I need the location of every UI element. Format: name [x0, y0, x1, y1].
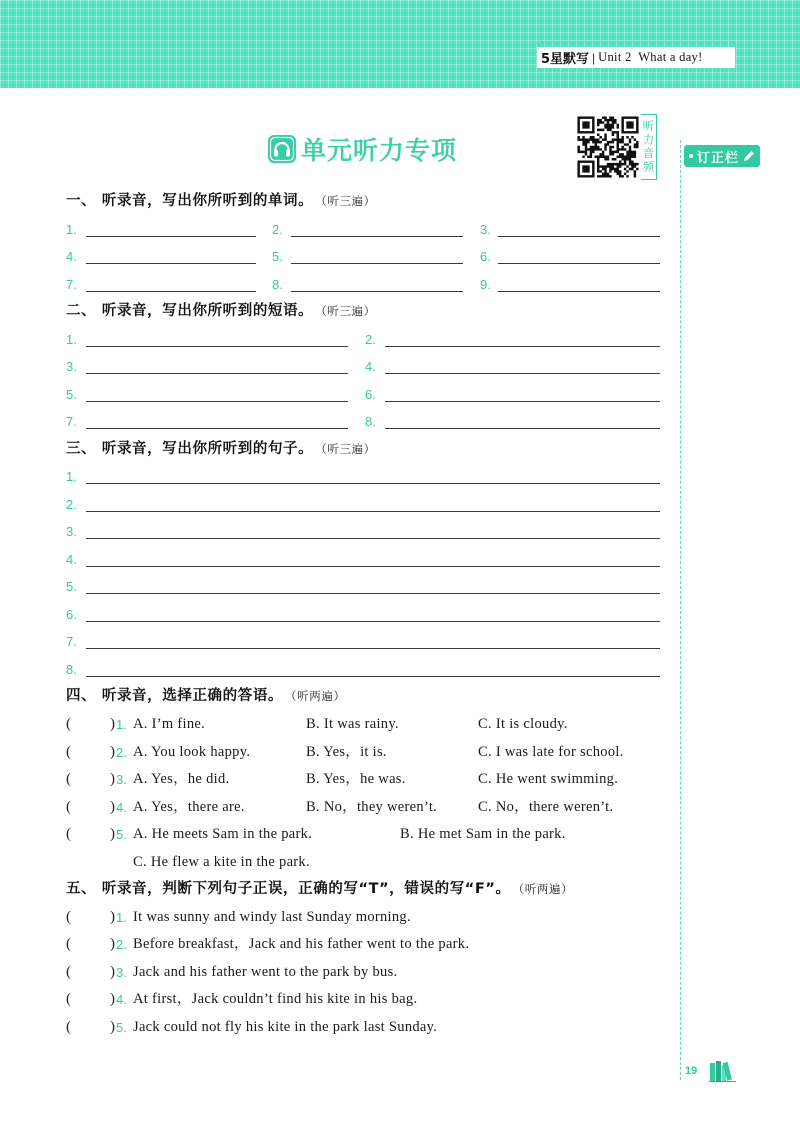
answer-slot[interactable]	[72, 908, 108, 928]
correction-column-label	[684, 145, 760, 167]
sentence-answer-line[interactable]	[86, 552, 660, 567]
section-heading-text: 三、 听录音，写出你所听到的句子。	[66, 440, 314, 457]
option-c: C. I was late for school.	[478, 743, 624, 760]
statement-number: 1.	[116, 909, 127, 925]
section-heading	[66, 436, 376, 464]
option-b: B. He met Sam in the park.	[400, 826, 566, 843]
answer-bracket-close: )	[110, 826, 115, 843]
item-number: 4.	[66, 249, 77, 265]
phrase-answer-line[interactable]	[385, 359, 660, 374]
choice-question	[66, 739, 660, 767]
option-b: B. No，they weren’t.	[306, 798, 438, 815]
item-number: 7.	[66, 414, 77, 430]
option-c: C. He flew a kite in the park.	[133, 853, 310, 870]
answer-bracket-open: (	[66, 743, 71, 760]
option-b: B. It was rainy.	[306, 715, 399, 732]
section-3-heading-row	[66, 436, 660, 464]
answer-bracket-close: )	[110, 936, 115, 953]
item-number: 5.	[66, 579, 77, 595]
page-title-text: 单元听力专项	[301, 136, 458, 165]
answer-bracket-open: (	[66, 798, 71, 815]
true-false-statement	[66, 959, 660, 987]
section-heading	[66, 683, 346, 711]
correction-column-text: 订正栏	[697, 150, 740, 166]
answer-bracket-open: (	[66, 826, 71, 843]
statement-number: 3.	[116, 964, 127, 980]
section-1-heading-row	[66, 188, 660, 216]
choice-question	[66, 711, 660, 739]
page-title	[268, 134, 457, 164]
choice-question	[66, 794, 660, 822]
choice-question-continued	[66, 849, 660, 877]
option-a: A. He meets Sam in the park.	[133, 826, 313, 843]
answer-bracket-open: (	[66, 1018, 71, 1035]
item-number: 5.	[272, 249, 283, 265]
sentence-answer-line[interactable]	[86, 579, 660, 594]
item-number: 3.	[66, 524, 77, 540]
option-c: C. It is cloudy.	[478, 715, 568, 732]
section-5-heading-row	[66, 876, 660, 904]
phrase-answer-line[interactable]	[385, 414, 660, 429]
item-number: 1.	[66, 469, 77, 485]
section-heading-text: 五、 听录音，判断下列句子正误，正确的写“T”，错误的写“F”。	[66, 881, 511, 898]
statement-text: At first，Jack couldn’t find his kite in his bag.	[133, 991, 418, 1008]
answer-slot[interactable]	[72, 825, 108, 845]
answer-bracket-close: )	[110, 771, 115, 788]
sentence-answer-line[interactable]	[86, 497, 660, 512]
sentence-answer-line[interactable]	[86, 607, 660, 622]
item-number: 4.	[66, 551, 77, 567]
true-false-statement	[66, 904, 660, 932]
section-heading	[66, 876, 573, 904]
answer-bracket-open: (	[66, 771, 71, 788]
item-number: 4.	[365, 359, 376, 375]
item-number: 8.	[365, 414, 376, 430]
word-answer-line[interactable]	[86, 277, 256, 292]
books-icon	[709, 1058, 737, 1082]
option-a: A. Yes，he did.	[133, 771, 230, 788]
phrase-row	[66, 353, 660, 381]
phrase-answer-line[interactable]	[385, 332, 660, 347]
question-number: 1.	[116, 716, 127, 732]
item-number: 1.	[66, 221, 77, 237]
item-number: 1.	[66, 331, 77, 347]
word-answer-line[interactable]	[291, 222, 463, 237]
sentence-row	[66, 518, 660, 546]
word-row	[66, 243, 660, 271]
statement-text: Jack and his father went to the park by bus.	[133, 963, 398, 980]
section-heading-note: （听三遍）	[315, 441, 376, 456]
question-number: 3.	[116, 772, 127, 788]
choice-question	[66, 766, 660, 794]
question-number: 5.	[116, 827, 127, 843]
phrase-row	[66, 381, 660, 409]
statement-number: 5.	[116, 1019, 127, 1035]
option-c: C. No，there weren’t.	[478, 798, 614, 815]
answer-bracket-open: (	[66, 908, 71, 925]
statement-text: It was sunny and windy last Sunday morning.	[133, 908, 411, 925]
option-c: C. He went swimming.	[478, 771, 619, 788]
question-number: 2.	[116, 744, 127, 760]
answer-bracket-close: )	[110, 963, 115, 980]
option-b: B. Yes，it is.	[306, 743, 387, 760]
answer-bracket-close: )	[110, 798, 115, 815]
item-number: 7.	[66, 276, 77, 292]
answer-slot[interactable]	[72, 798, 108, 818]
statement-text: Jack could not fly his kite in the park last Sunday.	[133, 1018, 438, 1035]
answer-bracket-open: (	[66, 715, 71, 732]
page-number: 19	[685, 1065, 698, 1077]
sentence-row	[66, 601, 660, 629]
statement-number: 4.	[116, 992, 127, 1008]
phrase-answer-line[interactable]	[86, 359, 348, 374]
word-answer-line[interactable]	[498, 277, 660, 292]
sentence-answer-line[interactable]	[86, 524, 660, 539]
section-heading	[66, 188, 376, 216]
answer-bracket-open: (	[66, 963, 71, 980]
section-2-heading-row	[66, 298, 660, 326]
sentence-row	[66, 546, 660, 574]
section-heading-note: （听三遍）	[315, 194, 376, 209]
unit-title: Unit 2 What a day!	[598, 50, 703, 64]
phrase-answer-line[interactable]	[86, 387, 348, 402]
answer-slot[interactable]	[72, 1018, 108, 1038]
word-answer-line[interactable]	[86, 222, 256, 237]
answer-slot[interactable]	[72, 990, 108, 1010]
pencil-icon	[742, 149, 756, 163]
sentence-row	[66, 491, 660, 519]
answer-slot[interactable]	[72, 743, 108, 763]
worksheet	[66, 188, 660, 1041]
section-heading-text: 一、 听录音，写出你所听到的单词。	[66, 193, 314, 210]
book-unit-label	[537, 47, 735, 68]
headphones-icon	[268, 135, 296, 163]
phrase-answer-line[interactable]	[86, 332, 348, 347]
word-answer-line[interactable]	[86, 249, 256, 264]
answer-bracket-open: (	[66, 991, 71, 1008]
option-a: A. You look happy.	[133, 743, 251, 760]
item-number: 8.	[272, 276, 283, 292]
answer-bracket-close: )	[110, 991, 115, 1008]
section-heading-text: 四、 听录音，选择正确的答语。	[66, 688, 284, 705]
statement-number: 2.	[116, 937, 127, 953]
word-answer-line[interactable]	[498, 222, 660, 237]
header-separator: |	[592, 50, 596, 65]
phrase-answer-line[interactable]	[86, 414, 348, 429]
option-a: A. I’m fine.	[133, 715, 206, 732]
section-heading-note: （听三遍）	[315, 304, 376, 319]
phrase-row	[66, 408, 660, 436]
qr-audio-label: 听力音频	[641, 114, 657, 180]
sentence-row	[66, 656, 660, 684]
item-number: 6.	[365, 386, 376, 402]
sentence-answer-line[interactable]	[86, 662, 660, 677]
item-number: 2.	[272, 221, 283, 237]
qr-code[interactable]	[575, 114, 641, 180]
answer-slot[interactable]	[72, 715, 108, 735]
sentence-answer-line[interactable]	[86, 634, 660, 649]
bullet-dot	[689, 154, 693, 158]
section-heading-note: （听两遍）	[512, 882, 574, 897]
option-b: B. Yes，he was.	[306, 771, 406, 788]
word-answer-line[interactable]	[291, 277, 463, 292]
true-false-statement	[66, 986, 660, 1014]
word-row	[66, 216, 660, 244]
item-number: 2.	[365, 331, 376, 347]
answer-bracket-open: (	[66, 936, 71, 953]
item-number: 6.	[480, 249, 491, 265]
answer-slot[interactable]	[72, 935, 108, 955]
true-false-statement	[66, 1014, 660, 1042]
true-false-statement	[66, 931, 660, 959]
answer-bracket-close: )	[110, 715, 115, 732]
choice-question	[66, 821, 660, 849]
sentence-row	[66, 628, 660, 656]
item-number: 5.	[66, 386, 77, 402]
statement-text: Before breakfast，Jack and his father went to the park.	[133, 936, 470, 953]
sentence-row	[66, 463, 660, 491]
item-number: 7.	[66, 634, 77, 650]
sentence-answer-line[interactable]	[86, 469, 660, 484]
phrase-row	[66, 326, 660, 354]
answer-bracket-close: )	[110, 743, 115, 760]
section-heading-note: （听两遍）	[285, 689, 346, 704]
header-band	[0, 0, 800, 88]
answer-bracket-close: )	[110, 908, 115, 925]
sentence-row	[66, 573, 660, 601]
section-heading-text: 二、 听录音，写出你所听到的短语。	[66, 303, 314, 320]
book-series-name: 5星默写	[541, 52, 590, 67]
item-number: 6.	[66, 606, 77, 622]
question-number: 4.	[116, 799, 127, 815]
word-row	[66, 271, 660, 299]
section-4-heading-row	[66, 683, 660, 711]
item-number: 2.	[66, 496, 77, 512]
answer-bracket-close: )	[110, 1018, 115, 1035]
correction-column-divider	[680, 140, 681, 1080]
answer-slot[interactable]	[72, 963, 108, 983]
word-answer-line[interactable]	[291, 249, 463, 264]
item-number: 3.	[66, 359, 77, 375]
item-number: 8.	[66, 661, 77, 677]
option-a: A. Yes，there are.	[133, 798, 245, 815]
answer-slot[interactable]	[72, 770, 108, 790]
phrase-answer-line[interactable]	[385, 387, 660, 402]
word-answer-line[interactable]	[498, 249, 660, 264]
section-heading	[66, 298, 376, 326]
item-number: 3.	[480, 221, 491, 237]
item-number: 9.	[480, 276, 491, 292]
